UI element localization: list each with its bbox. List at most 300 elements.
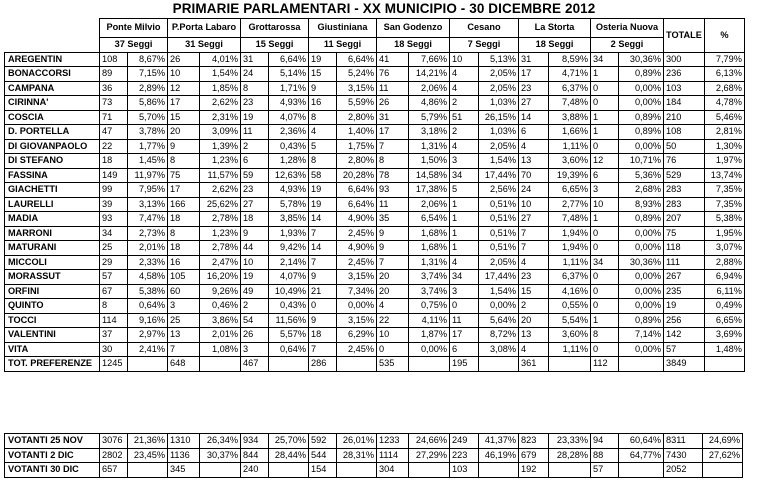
seggi-label: 7 Seggi (450, 38, 519, 53)
row-label: QUINTO (5, 299, 100, 314)
row-label: CAMPANA (5, 81, 100, 96)
vote-pct-cell: 1,31% (409, 139, 450, 154)
total-cell: 118 (664, 241, 705, 256)
row-label: VOTANTI 25 NOV (5, 434, 100, 449)
total-pct-cell: 6,11% (704, 284, 744, 299)
row-label: TOCCI (5, 313, 100, 328)
vote-count-cell: 6 (591, 168, 619, 183)
vote-pct-cell: 2,45% (337, 342, 377, 357)
vote-count-cell: 94 (591, 434, 619, 449)
vote-pct-cell: 9,16% (128, 313, 168, 328)
vote-pct-cell (200, 463, 241, 478)
vote-count-cell: 0 (591, 226, 619, 241)
total-cell: 3849 (664, 357, 705, 372)
vote-count-cell: 0 (450, 299, 479, 314)
vote-pct-cell: 8,93% (619, 197, 664, 212)
vote-count-cell: 30 (100, 342, 128, 357)
vote-count-cell: 0 (591, 270, 619, 285)
vote-count-cell: 22 (100, 139, 128, 154)
vote-pct-cell: 17,38% (409, 183, 450, 198)
total-cell: 210 (664, 110, 705, 125)
vote-count-cell: 7 (168, 342, 200, 357)
vote-count-cell: 3 (168, 299, 200, 314)
total-pct-cell: 6,94% (704, 270, 744, 285)
corner-cell (5, 19, 100, 38)
total-pct-cell: 3,07% (704, 241, 744, 256)
corner-cell (5, 38, 100, 53)
vote-count-cell: 29 (100, 255, 128, 270)
total-pct-cell: 13,74% (704, 168, 744, 183)
vote-count-cell: 23 (519, 81, 549, 96)
vote-count-cell: 192 (519, 463, 549, 478)
vote-pct-cell: 2,47% (200, 255, 241, 270)
vote-pct-cell: 3,60% (549, 328, 591, 343)
total-cell: 19 (664, 299, 705, 314)
vote-count-cell: 31 (377, 110, 409, 125)
row-label: BONACCORSI (5, 67, 100, 82)
vote-pct-cell: 2,05% (479, 139, 519, 154)
vote-count-cell: 34 (100, 226, 128, 241)
vote-count-cell: 34 (591, 52, 619, 67)
vote-count-cell: 13 (168, 328, 200, 343)
vote-count-cell: 934 (241, 434, 269, 449)
vote-pct-cell: 2,06% (409, 81, 450, 96)
vote-pct-cell: 2,41% (128, 342, 168, 357)
vote-pct-cell: 2,77% (549, 197, 591, 212)
vote-count-cell: 2 (450, 125, 479, 140)
seggi-label: 37 Seggi (100, 38, 168, 53)
vote-pct-cell: 5,57% (269, 328, 309, 343)
vote-count-cell: 7 (519, 241, 549, 256)
total-pct-cell: 3,69% (704, 328, 744, 343)
vote-count-cell: 7 (377, 139, 409, 154)
vote-count-cell: 0 (591, 96, 619, 111)
total-cell: 300 (664, 52, 705, 67)
vote-pct-cell: 0,00% (619, 270, 664, 285)
vote-pct-cell: 7,47% (128, 212, 168, 227)
vote-pct-cell: 4,11% (409, 313, 450, 328)
vote-count-cell: 112 (591, 357, 619, 372)
row-label: COSCIA (5, 110, 100, 125)
vote-pct-cell: 11,57% (200, 168, 241, 183)
vote-count-cell: 5 (309, 139, 337, 154)
vote-pct-cell: 0,00% (619, 96, 664, 111)
vote-count-cell: 679 (519, 448, 549, 463)
total-pct-cell (703, 463, 743, 478)
vote-count-cell: 22 (377, 313, 409, 328)
vote-pct-cell: 2,78% (200, 212, 241, 227)
candidate-row (5, 96, 745, 111)
vote-count-cell: 1 (450, 226, 479, 241)
vote-count-cell: 3 (450, 154, 479, 169)
candidate-row (5, 255, 745, 270)
vote-count-cell: 1 (450, 197, 479, 212)
row-label: MORASSUT (5, 270, 100, 285)
vote-pct-cell: 1,39% (200, 139, 241, 154)
vote-pct-cell: 2,45% (337, 226, 377, 241)
vote-count-cell: 240 (241, 463, 269, 478)
vote-pct-cell: 7,14% (619, 328, 664, 343)
vote-count-cell: 21 (309, 284, 337, 299)
vote-pct-cell: 2,06% (409, 197, 450, 212)
vote-pct-cell: 0,43% (269, 299, 309, 314)
total-pct-cell: 4,78% (704, 96, 744, 111)
vote-pct-cell: 4,71% (549, 67, 591, 82)
vote-pct-cell: 2,01% (200, 328, 241, 343)
seggi-label: 18 Seggi (377, 38, 450, 53)
vote-pct-cell: 6,29% (337, 328, 377, 343)
vote-count-cell: 1310 (168, 434, 200, 449)
vote-pct-cell: 14,58% (409, 168, 450, 183)
total-cell: 108 (664, 125, 705, 140)
vote-count-cell: 0 (591, 241, 619, 256)
vote-pct-cell: 1,77% (128, 139, 168, 154)
vote-pct-cell: 6,64% (337, 183, 377, 198)
vote-count-cell: 648 (168, 357, 200, 372)
vote-pct-cell: 41,37% (479, 434, 519, 449)
vote-count-cell: 13 (519, 328, 549, 343)
vote-pct-cell: 2,05% (479, 67, 519, 82)
vote-pct-cell: 5,36% (619, 168, 664, 183)
vote-count-cell: 78 (377, 168, 409, 183)
vote-pct-cell: 0,00% (619, 299, 664, 314)
vote-count-cell: 19 (241, 270, 269, 285)
vote-pct-cell: 30,37% (200, 448, 241, 463)
vote-pct-cell: 16,20% (200, 270, 241, 285)
total-cell: 236 (664, 67, 705, 82)
total-pct-cell: 1,48% (704, 342, 744, 357)
vote-count-cell: 4 (450, 81, 479, 96)
total-pct-cell: 1,95% (704, 226, 744, 241)
vote-count-cell: 31 (241, 52, 269, 67)
vote-count-cell: 27 (519, 212, 549, 227)
vote-pct-cell: 6,64% (269, 52, 309, 67)
row-label: DI GIOVANPAOLO (5, 139, 100, 154)
municipio-header: Giustiniana (309, 19, 377, 38)
vote-pct-cell: 3,60% (549, 154, 591, 169)
vote-pct-cell: 9,42% (269, 241, 309, 256)
vote-pct-cell: 23,45% (128, 448, 168, 463)
vote-pct-cell: 28,44% (269, 448, 309, 463)
row-label: MATURANI (5, 241, 100, 256)
vote-pct-cell: 26,01% (337, 434, 377, 449)
vote-pct-cell: 2,31% (200, 110, 241, 125)
candidate-row (5, 212, 745, 227)
vote-count-cell: 249 (450, 434, 479, 449)
vote-count-cell: 23 (241, 96, 269, 111)
vote-count-cell: 9 (309, 270, 337, 285)
vote-count-cell: 12 (591, 154, 619, 169)
vote-count-cell: 1 (450, 241, 479, 256)
vote-count-cell: 8 (100, 299, 128, 314)
vote-count-cell: 60 (168, 284, 200, 299)
seggi-label: 11 Seggi (309, 38, 377, 53)
vote-count-cell: 8 (377, 154, 409, 169)
vote-pct-cell: 5,70% (128, 110, 168, 125)
vote-pct-cell (128, 357, 168, 372)
vote-pct-cell: 3,15% (337, 270, 377, 285)
vote-pct-cell: 26,34% (200, 434, 241, 449)
vote-pct-cell: 6,64% (337, 52, 377, 67)
votanti-body (5, 434, 743, 478)
vote-count-cell: 27 (519, 96, 549, 111)
vote-count-cell: 88 (591, 448, 619, 463)
vote-count-cell: 1 (591, 110, 619, 125)
seggi-label: 18 Seggi (519, 38, 591, 53)
vote-pct-cell: 7,48% (549, 96, 591, 111)
vote-pct-cell: 1,54% (200, 67, 241, 82)
municipio-header: P.Porta Labaro (168, 19, 241, 38)
vote-pct-cell: 1,31% (409, 255, 450, 270)
vote-count-cell: 2 (241, 299, 269, 314)
candidate-row (5, 328, 745, 343)
vote-count-cell: 18 (168, 241, 200, 256)
vote-count-cell: 0 (591, 284, 619, 299)
vote-pct-cell: 0,00% (409, 342, 450, 357)
vote-count-cell: 20 (377, 270, 409, 285)
vote-pct-cell: 21,36% (128, 434, 168, 449)
vote-count-cell: 27 (241, 197, 269, 212)
vote-count-cell: 10 (377, 328, 409, 343)
vote-count-cell: 4 (377, 299, 409, 314)
vote-count-cell: 16 (309, 96, 337, 111)
vote-count-cell: 49 (241, 284, 269, 299)
seggi-label: 2 Seggi (591, 38, 664, 53)
vote-count-cell: 11 (377, 81, 409, 96)
vote-count-cell: 9 (377, 226, 409, 241)
row-label: CIRINNA' (5, 96, 100, 111)
vote-pct-cell: 0,00% (619, 226, 664, 241)
total-pct-cell: 1,97% (704, 154, 744, 169)
row-label: MADIA (5, 212, 100, 227)
row-label: VALENTINI (5, 328, 100, 343)
vote-pct-cell: 2,89% (128, 81, 168, 96)
vote-pct-cell: 10,71% (619, 154, 664, 169)
vote-count-cell: 535 (377, 357, 409, 372)
vote-count-cell: 25 (100, 241, 128, 256)
vote-pct-cell: 1,11% (549, 139, 591, 154)
vote-count-cell: 195 (450, 357, 479, 372)
vote-count-cell: 17 (519, 67, 549, 82)
vote-pct-cell: 6,37% (549, 81, 591, 96)
total-preferences-row (5, 357, 745, 372)
total-pct-cell: 27,62% (703, 448, 743, 463)
row-label: VOTANTI 2 DIC (5, 448, 100, 463)
header-row (5, 19, 745, 38)
vote-pct-cell: 3,13% (128, 197, 168, 212)
vote-count-cell: 361 (519, 357, 549, 372)
vote-count-cell: 10 (168, 67, 200, 82)
voters-row (5, 434, 743, 449)
vote-pct-cell (128, 463, 168, 478)
vote-count-cell: 154 (309, 463, 337, 478)
total-pct-cell: 5,46% (704, 110, 744, 125)
vote-pct-cell: 3,85% (269, 212, 309, 227)
candidate-row (5, 313, 745, 328)
vote-count-cell: 26 (377, 96, 409, 111)
row-label: GIACHETTI (5, 183, 100, 198)
vote-pct-cell: 1,45% (128, 154, 168, 169)
vote-pct-cell: 17,44% (479, 270, 519, 285)
vote-pct-cell: 2,80% (337, 110, 377, 125)
vote-pct-cell: 1,03% (479, 96, 519, 111)
municipio-header: Grottarossa (241, 19, 309, 38)
vote-pct-cell: 0,00% (619, 342, 664, 357)
vote-count-cell: 67 (100, 284, 128, 299)
vote-count-cell: 592 (309, 434, 337, 449)
vote-count-cell: 15 (309, 67, 337, 82)
vote-pct-cell: 4,07% (269, 110, 309, 125)
vote-pct-cell: 0,89% (619, 110, 664, 125)
vote-pct-cell: 1,08% (200, 342, 241, 357)
total-pct-cell: 6,13% (704, 67, 744, 82)
vote-pct-cell: 6,37% (549, 270, 591, 285)
vote-count-cell: 39 (100, 197, 128, 212)
vote-pct-cell: 6,64% (337, 197, 377, 212)
vote-count-cell: 4 (519, 342, 549, 357)
vote-count-cell: 23 (241, 183, 269, 198)
vote-pct-cell: 10,49% (269, 284, 309, 299)
vote-count-cell: 2 (241, 139, 269, 154)
seggi-row (5, 38, 745, 53)
vote-pct-cell: 0,64% (269, 342, 309, 357)
vote-pct-cell: 46,19% (479, 448, 519, 463)
vote-pct-cell: 0,00% (337, 299, 377, 314)
vote-pct-cell: 1,68% (409, 226, 450, 241)
vote-pct-cell: 24,66% (409, 434, 450, 449)
total-cell: 7430 (664, 448, 703, 463)
vote-pct-cell: 0,00% (619, 139, 664, 154)
vote-count-cell: 103 (450, 463, 479, 478)
vote-pct-cell: 1,85% (200, 81, 241, 96)
vote-count-cell: 57 (100, 270, 128, 285)
vote-pct-cell: 9,26% (200, 284, 241, 299)
candidate-row (5, 81, 745, 96)
vote-count-cell: 1 (591, 67, 619, 82)
vote-pct-cell: 6,54% (409, 212, 450, 227)
vote-pct-cell: 0,00% (479, 299, 519, 314)
vote-count-cell: 34 (450, 168, 479, 183)
vote-pct-cell: 1,50% (409, 154, 450, 169)
vote-count-cell: 105 (168, 270, 200, 285)
vote-pct-cell: 3,78% (128, 125, 168, 140)
voters-row (5, 463, 743, 478)
vote-count-cell: 6 (241, 154, 269, 169)
vote-pct-cell: 1,03% (479, 125, 519, 140)
results-body (5, 19, 745, 372)
vote-count-cell: 59 (241, 168, 269, 183)
row-label: MARRONI (5, 226, 100, 241)
vote-count-cell: 54 (241, 313, 269, 328)
vote-count-cell: 3 (450, 284, 479, 299)
vote-pct-cell: 7,15% (128, 67, 168, 82)
candidate-row (5, 139, 745, 154)
total-cell: 2052 (664, 463, 703, 478)
total-pct-cell: 6,65% (704, 313, 744, 328)
total-cell: 75 (664, 226, 705, 241)
total-pct-cell: 7,79% (704, 52, 744, 67)
vote-count-cell: 1136 (168, 448, 200, 463)
candidate-row (5, 125, 745, 140)
vote-pct-cell (409, 357, 450, 372)
vote-pct-cell: 5,59% (337, 96, 377, 111)
vote-count-cell: 467 (241, 357, 269, 372)
vote-pct-cell: 0,51% (479, 226, 519, 241)
vote-count-cell: 6 (519, 125, 549, 140)
vote-pct-cell: 1,11% (549, 342, 591, 357)
row-label: LAURELLI (5, 197, 100, 212)
vote-pct-cell (549, 357, 591, 372)
vote-count-cell: 2802 (100, 448, 128, 463)
vote-pct-cell: 3,15% (337, 313, 377, 328)
vote-count-cell: 8 (309, 110, 337, 125)
vote-count-cell: 7 (309, 226, 337, 241)
vote-pct-cell: 4,58% (128, 270, 168, 285)
vote-count-cell: 34 (450, 270, 479, 285)
vote-count-cell: 4 (450, 139, 479, 154)
total-pct-cell (704, 357, 744, 372)
vote-pct-cell: 1,23% (200, 226, 241, 241)
vote-count-cell: 10 (519, 197, 549, 212)
vote-pct-cell: 25,62% (200, 197, 241, 212)
vote-pct-cell: 1,28% (269, 154, 309, 169)
vote-pct-cell: 4,93% (269, 96, 309, 111)
vote-pct-cell: 0,51% (479, 197, 519, 212)
vote-count-cell: 93 (377, 183, 409, 198)
vote-count-cell: 19 (241, 110, 269, 125)
vote-pct-cell: 1,94% (549, 226, 591, 241)
total-cell: 184 (664, 96, 705, 111)
vote-pct-cell: 3,18% (409, 125, 450, 140)
vote-pct-cell: 30,36% (619, 255, 664, 270)
total-cell: 283 (664, 183, 705, 198)
vote-pct-cell: 2,73% (128, 226, 168, 241)
vote-pct-cell: 11,56% (269, 313, 309, 328)
vote-count-cell: 5 (450, 183, 479, 198)
vote-count-cell: 0 (309, 299, 337, 314)
vote-pct-cell: 4,01% (200, 52, 241, 67)
vote-pct-cell: 4,90% (337, 212, 377, 227)
vote-pct-cell: 30,36% (619, 52, 664, 67)
vote-count-cell: 4 (519, 139, 549, 154)
vote-count-cell: 7 (377, 255, 409, 270)
vote-pct-cell: 0,55% (549, 299, 591, 314)
vote-count-cell: 10 (591, 197, 619, 212)
vote-count-cell: 26 (168, 52, 200, 67)
candidate-row (5, 67, 745, 82)
vote-pct-cell: 1,68% (409, 241, 450, 256)
vote-pct-cell: 0,75% (409, 299, 450, 314)
total-cell: 76 (664, 154, 705, 169)
vote-count-cell: 26 (241, 328, 269, 343)
vote-count-cell: 4 (519, 255, 549, 270)
vote-count-cell: 9 (168, 139, 200, 154)
vote-count-cell: 0 (591, 342, 619, 357)
vote-count-cell: 7 (309, 342, 337, 357)
vote-pct-cell: 2,80% (337, 154, 377, 169)
vote-count-cell: 7 (309, 255, 337, 270)
candidate-row (5, 226, 745, 241)
vote-pct-cell: 5,38% (128, 284, 168, 299)
vote-pct-cell: 3,74% (409, 270, 450, 285)
total-cell: 142 (664, 328, 705, 343)
vote-count-cell: 99 (100, 183, 128, 198)
vote-count-cell: 823 (519, 434, 549, 449)
vote-count-cell: 8 (241, 81, 269, 96)
vote-count-cell: 11 (241, 125, 269, 140)
vote-pct-cell: 0,89% (619, 67, 664, 82)
vote-count-cell: 2 (519, 299, 549, 314)
